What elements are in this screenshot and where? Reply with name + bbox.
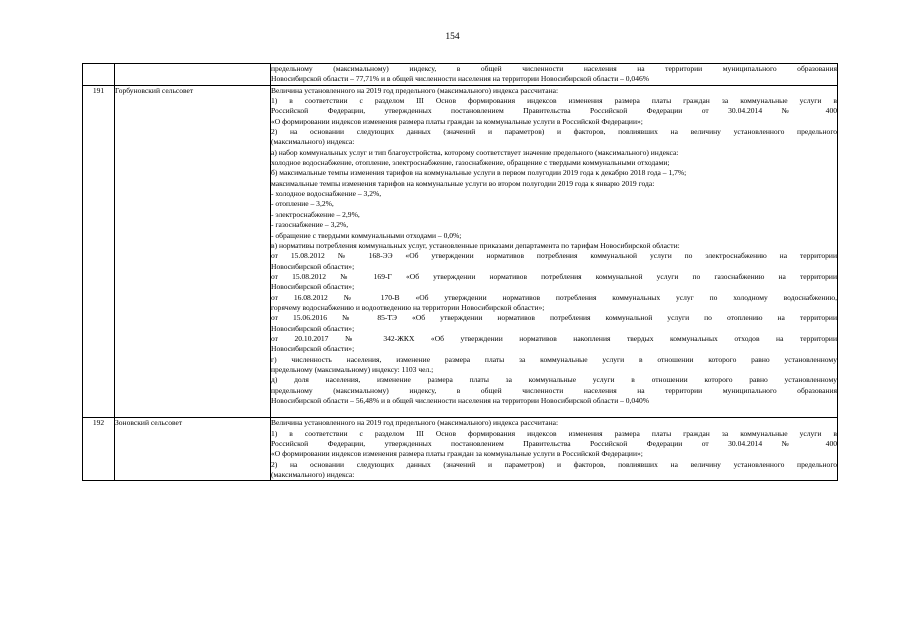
description-line: д) доля населения, изменение размера платы за коммунальные услуги в отношении которого равно установленному <box>271 375 837 385</box>
tariff-index-table <box>82 63 838 481</box>
description-line: Величина установленного на 2019 год предельного (максимального) индекса рассчитана: <box>271 85 559 95</box>
municipality-name: Зоновский сельсовет <box>115 418 271 481</box>
description-line: (максимального) индекса: <box>271 470 355 480</box>
description-line: от 16.08.2012 № 170-В «Об утверждении нормативов потребления коммунальных услуг по холодному водоснабжению, <box>271 292 837 302</box>
table-row <box>83 85 838 418</box>
index-calculation-description <box>271 85 838 418</box>
description-line: - газоснабжение – 3,2%, <box>271 220 349 230</box>
description-line: - электроснабжение – 2,9%, <box>271 209 360 219</box>
description-line: Новосибирской области – 56,48% и в общей численности населения на территории Новосибирской области – 0,040% <box>271 396 650 405</box>
row-number: 192 <box>83 418 115 481</box>
description-line: - обращение с твердыми коммунальными отходами – 0,0%; <box>271 230 462 240</box>
description-line: Величина установленного на 2019 год предельного (максимального) индекса рассчитана: <box>271 418 559 428</box>
description-line: Новосибирской области»; <box>271 282 355 292</box>
description-line: а) набор коммунальных услуг и тип благоустройства, которому соответствует значение предельного (максимального) индекса: <box>271 147 679 157</box>
municipality-name <box>115 64 271 86</box>
description-line: от 15.06.2016 № 85-ТЭ «Об утверждении нормативов потребления коммунальной услуги по отоплению на территории <box>271 313 837 323</box>
description-line: от 15.08.2012 № 169-Г «Об утверждении нормативов потребления коммунальной услуги по газоснабжению на территории <box>271 271 837 281</box>
description-line: в) нормативы потребления коммунальных услуг, установленные приказами департамента по тарифам Новосибирской области: <box>271 240 680 250</box>
row-number: 191 <box>83 85 115 418</box>
description-line: Новосибирской области»; <box>271 344 355 354</box>
description-line: 1) в соответствии с разделом III Основ формирования индексов изменения размера платы граждан за коммунальные услуги в <box>271 428 837 438</box>
description-line: Новосибирской области»; <box>271 323 355 333</box>
description-line: Новосибирской области – 77,71% и в общей численности населения на территории Новосибирской области – 0,046% <box>271 74 650 84</box>
description-line: б) максимальные темпы изменения тарифов на коммунальные услуги в первом полугодии 2019 года к декабрю 2018 года – 1,7%; <box>271 168 687 178</box>
description-line: (максимального) индекса: <box>271 137 355 147</box>
index-calculation-description <box>271 418 838 481</box>
description-line: предельному (максимальному) индексу, в общей численности населения на территории муниципального образования <box>271 385 837 395</box>
description-line: от 20.10.2017 № 342-ЖКХ «Об утверждении нормативов накопления твердых коммунальных отходов на территории <box>271 333 837 343</box>
description-line: предельному (максимальному) индексу: 1103 чел.; <box>271 364 434 374</box>
municipality-name: Горбуновский сельсовет <box>115 85 271 418</box>
description-line: предельному (максимальному) индексу, в общей численности населения на территории муниципального образования <box>271 64 837 73</box>
description-line: холодное водоснабжение, отопление, электроснабжение, газоснабжение, обращение с твердыми коммунальными отходами; <box>271 158 670 168</box>
description-line: 2) на основании следующих данных (значений и параметров) и факторов, повлиявших на величину установленного предельного <box>271 127 837 137</box>
description-line: максимальные темпы изменения тарифов на коммунальные услуги во втором полугодии 2019 года к январю 2019 года: <box>271 178 655 188</box>
description-line: «О формировании индексов изменения размера платы граждан за коммунальные услуги в Российской Федерации»; <box>271 449 643 459</box>
description-line: от 15.08.2012 № 168-ЭЭ «Об утверждении нормативов потребления коммунальной услуги по электроснабжению на территории <box>271 251 837 261</box>
description-line: - отопление – 3,2%, <box>271 199 334 209</box>
description-line: 1) в соответствии с разделом III Основ формирования индексов изменения размера платы граждан за коммунальные услуги в <box>271 96 837 106</box>
description-line: Российской Федерации, утвержденных постановлением Правительства Российской Федерации от 30.04.2014 № 400 <box>271 106 837 116</box>
page-number: 154 <box>445 32 460 42</box>
index-calculation-description <box>271 64 838 86</box>
description-line: 2) на основании следующих данных (значений и параметров) и факторов, повлиявших на величину установленного предельного <box>271 459 837 469</box>
table-row <box>83 64 838 86</box>
description-line: горячему водоснабжению и водоотведению на территории Новосибирской области»; <box>271 302 545 312</box>
description-line: Российской Федерации, утвержденных постановлением Правительства Российской Федерации от 30.04.2014 № 400 <box>271 439 837 449</box>
description-line: «О формировании индексов изменения размера платы граждан за коммунальные услуги в Российской Федерации»; <box>271 116 643 126</box>
description-line: г) численность населения, изменение размера платы за коммунальные услуги в отношении которого равно установленному <box>271 354 837 364</box>
description-line: - холодное водоснабжение – 3,2%, <box>271 189 382 199</box>
table-row <box>83 418 838 481</box>
row-number <box>83 64 115 86</box>
description-line: Новосибирской области»; <box>271 261 355 271</box>
